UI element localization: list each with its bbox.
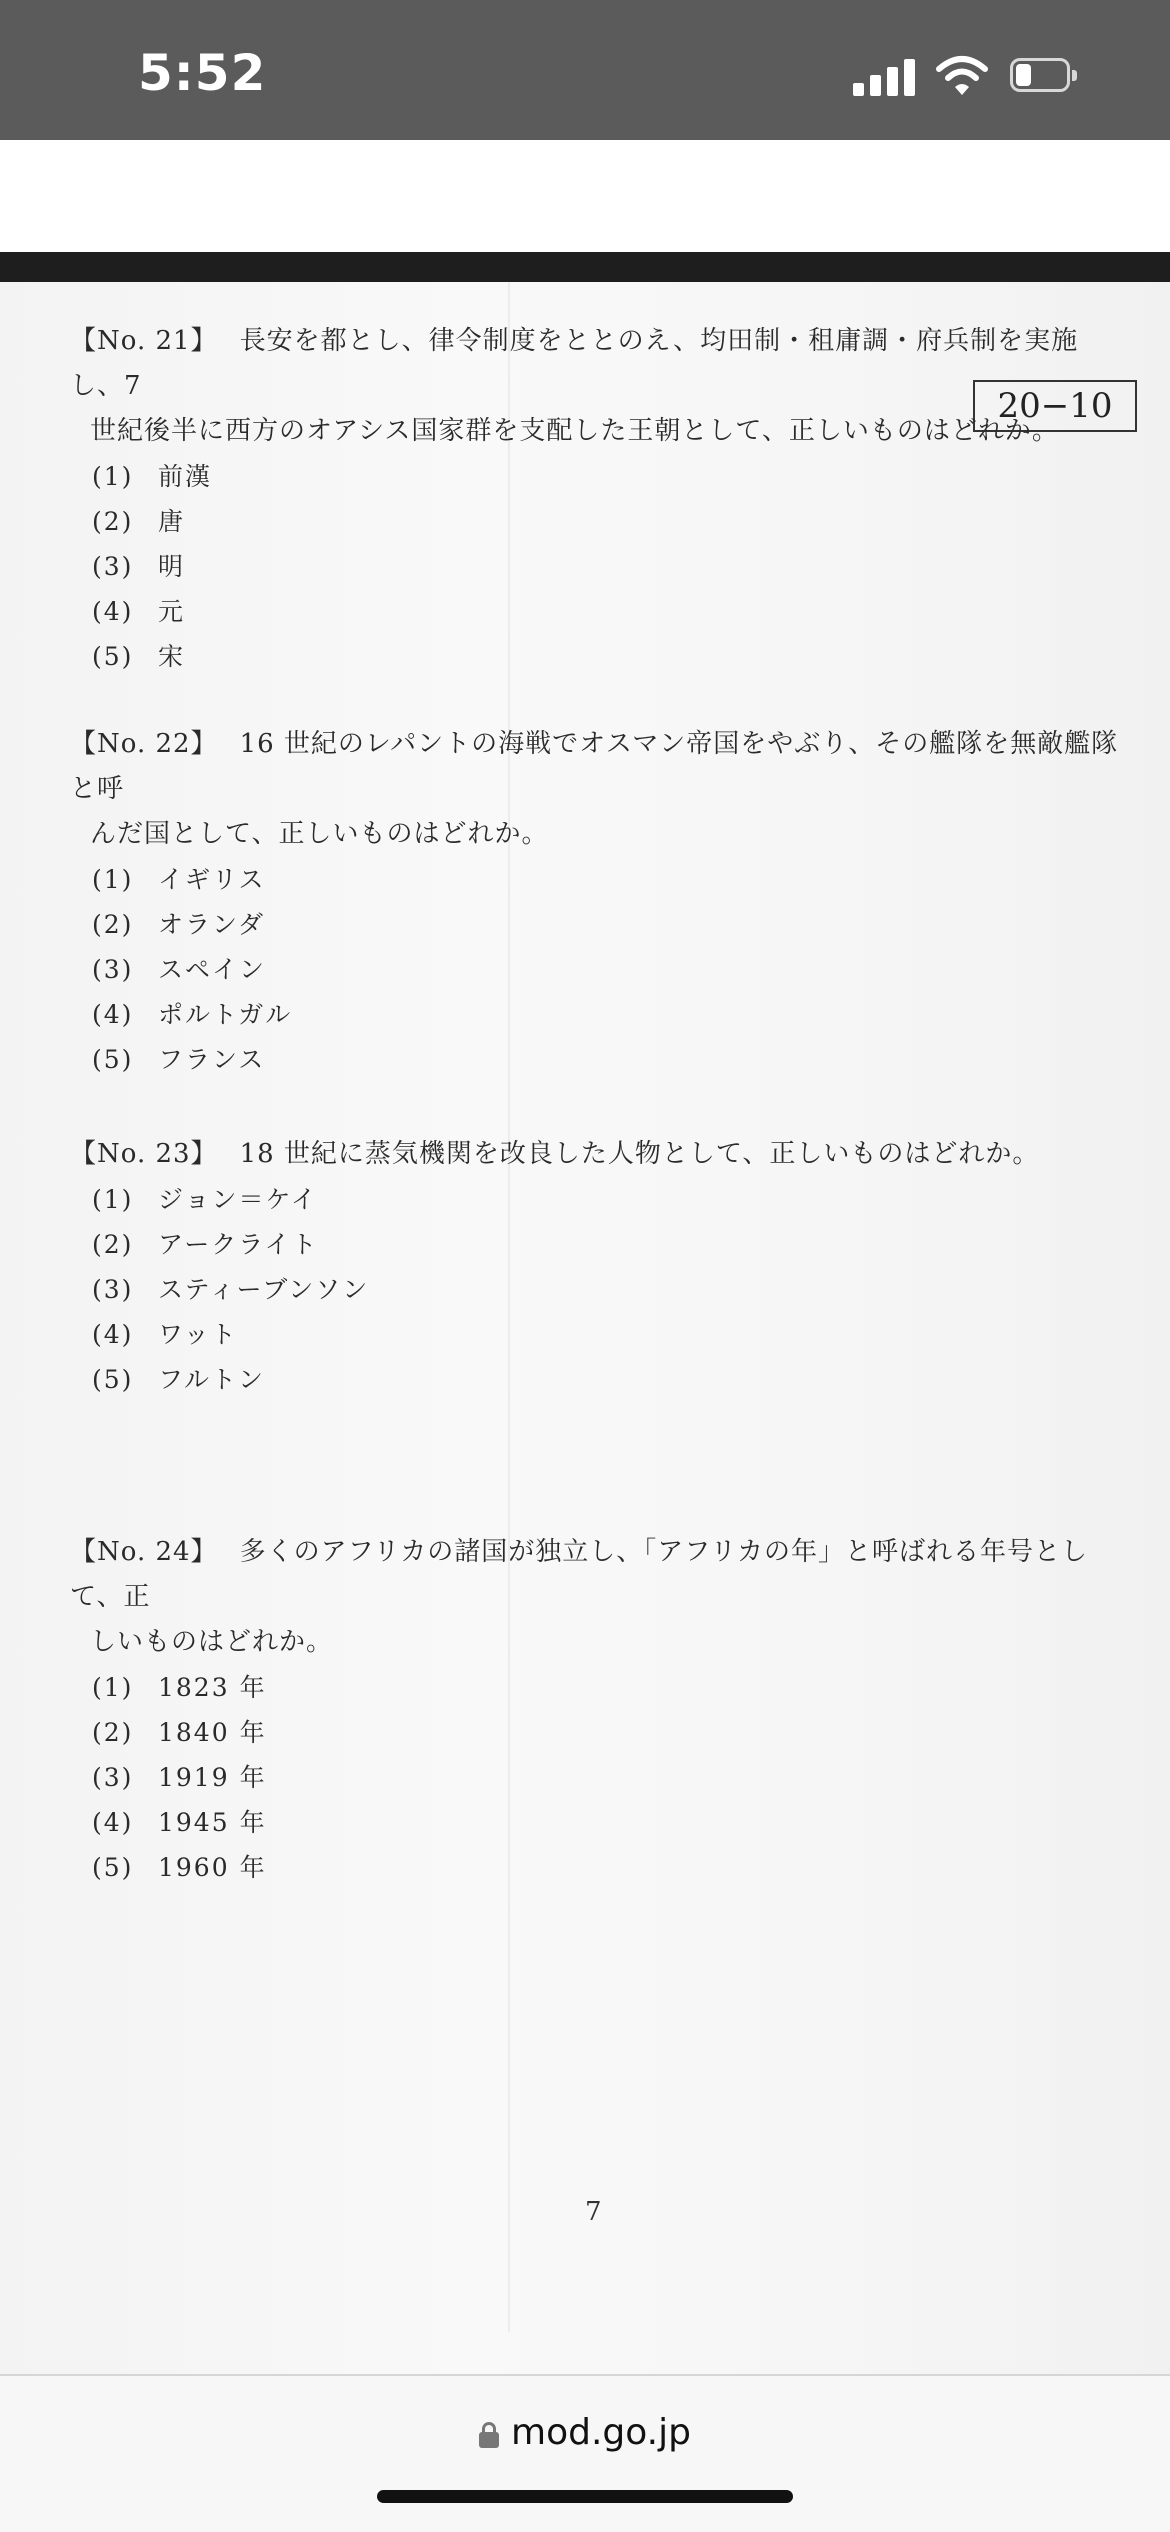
choice-item: (3) スペイン xyxy=(92,955,267,984)
question-21 xyxy=(70,319,1130,679)
choice-item: (5) 1960 年 xyxy=(92,1853,267,1882)
choice-item: (4) 1945 年 xyxy=(92,1808,267,1837)
status-bar xyxy=(0,0,1170,140)
browser-url-bar[interactable] xyxy=(0,2374,1170,2532)
choice-item: (5) フルトン xyxy=(92,1365,266,1394)
battery-icon xyxy=(1010,58,1078,94)
question-text-line1: 16 世紀のレパントの海戦でオスマン帝国をやぶり、その艦隊を無敵艦隊と呼 xyxy=(70,729,1119,804)
choice-item: (1) イギリス xyxy=(92,865,266,894)
question-text-line1: 長安を都とし、律令制度をととのえ、均田制・租庸調・府兵制を実施し、7 xyxy=(70,326,1079,401)
choice-list xyxy=(70,857,1130,1082)
question-24 xyxy=(70,1530,1130,1890)
cellular-signal-icon xyxy=(853,58,915,96)
question-23 xyxy=(70,1132,1130,1402)
question-text-line2: んだ国として、正しいものはどれか。 xyxy=(90,819,549,849)
choice-item: (2) アークライト xyxy=(92,1230,319,1259)
choice-item: (3) 1919 年 xyxy=(92,1763,267,1792)
question-number: 【No. 24】 xyxy=(70,1537,218,1567)
question-text xyxy=(70,319,1130,409)
choice-item: (3) スティーブンソン xyxy=(92,1275,370,1304)
browser-toolbar-area xyxy=(0,140,1170,252)
choice-list xyxy=(70,454,1130,679)
choice-item: (4) 元 xyxy=(92,597,186,626)
choice-item: (1) 前漢 xyxy=(92,462,213,491)
question-number: 【No. 23】 xyxy=(70,1139,218,1169)
page-code-box: 20−10 xyxy=(973,380,1137,432)
choice-item: (2) オランダ xyxy=(92,910,266,939)
choice-item: (4) ポルトガル xyxy=(92,1000,293,1029)
choice-item: (2) 1840 年 xyxy=(92,1718,267,1747)
question-text-line1: 18 世紀に蒸気機関を改良した人物として、正しいものはどれか。 xyxy=(239,1139,1040,1169)
choice-item: (3) 明 xyxy=(92,552,186,581)
choice-item: (2) 唐 xyxy=(92,507,186,536)
document-viewer-header-band xyxy=(0,252,1170,282)
choice-item: (5) フランス xyxy=(92,1045,266,1074)
url-text: mod.go.jp xyxy=(511,2412,691,2453)
page-number: 7 xyxy=(585,2197,602,2227)
question-text-line1: 多くのアフリカの諸国が独立し、「アフリカの年」と呼ばれる年号として、正 xyxy=(70,1537,1088,1612)
question-text-line2: 世紀後半に西方のオアシス国家群を支配した王朝として、正しいものはどれか。 xyxy=(90,416,1059,446)
question-number: 【No. 21】 xyxy=(70,326,218,356)
scanned-exam-page[interactable] xyxy=(0,282,1170,2374)
choice-list xyxy=(70,1177,1130,1402)
question-text-line2: しいものはどれか。 xyxy=(90,1627,334,1657)
question-number: 【No. 22】 xyxy=(70,729,218,759)
choice-item: (4) ワット xyxy=(92,1320,238,1349)
choice-list xyxy=(70,1665,1130,1890)
question-22 xyxy=(70,722,1130,1082)
lock-icon xyxy=(479,2422,499,2446)
choice-item: (5) 宋 xyxy=(92,642,186,671)
status-time: 5:52 xyxy=(138,44,267,102)
home-indicator[interactable] xyxy=(377,2490,793,2503)
wifi-icon xyxy=(935,54,989,96)
choice-item: (1) 1823 年 xyxy=(92,1673,267,1702)
choice-item: (1) ジョン＝ケイ xyxy=(92,1185,318,1214)
url-display[interactable] xyxy=(0,2412,1170,2453)
